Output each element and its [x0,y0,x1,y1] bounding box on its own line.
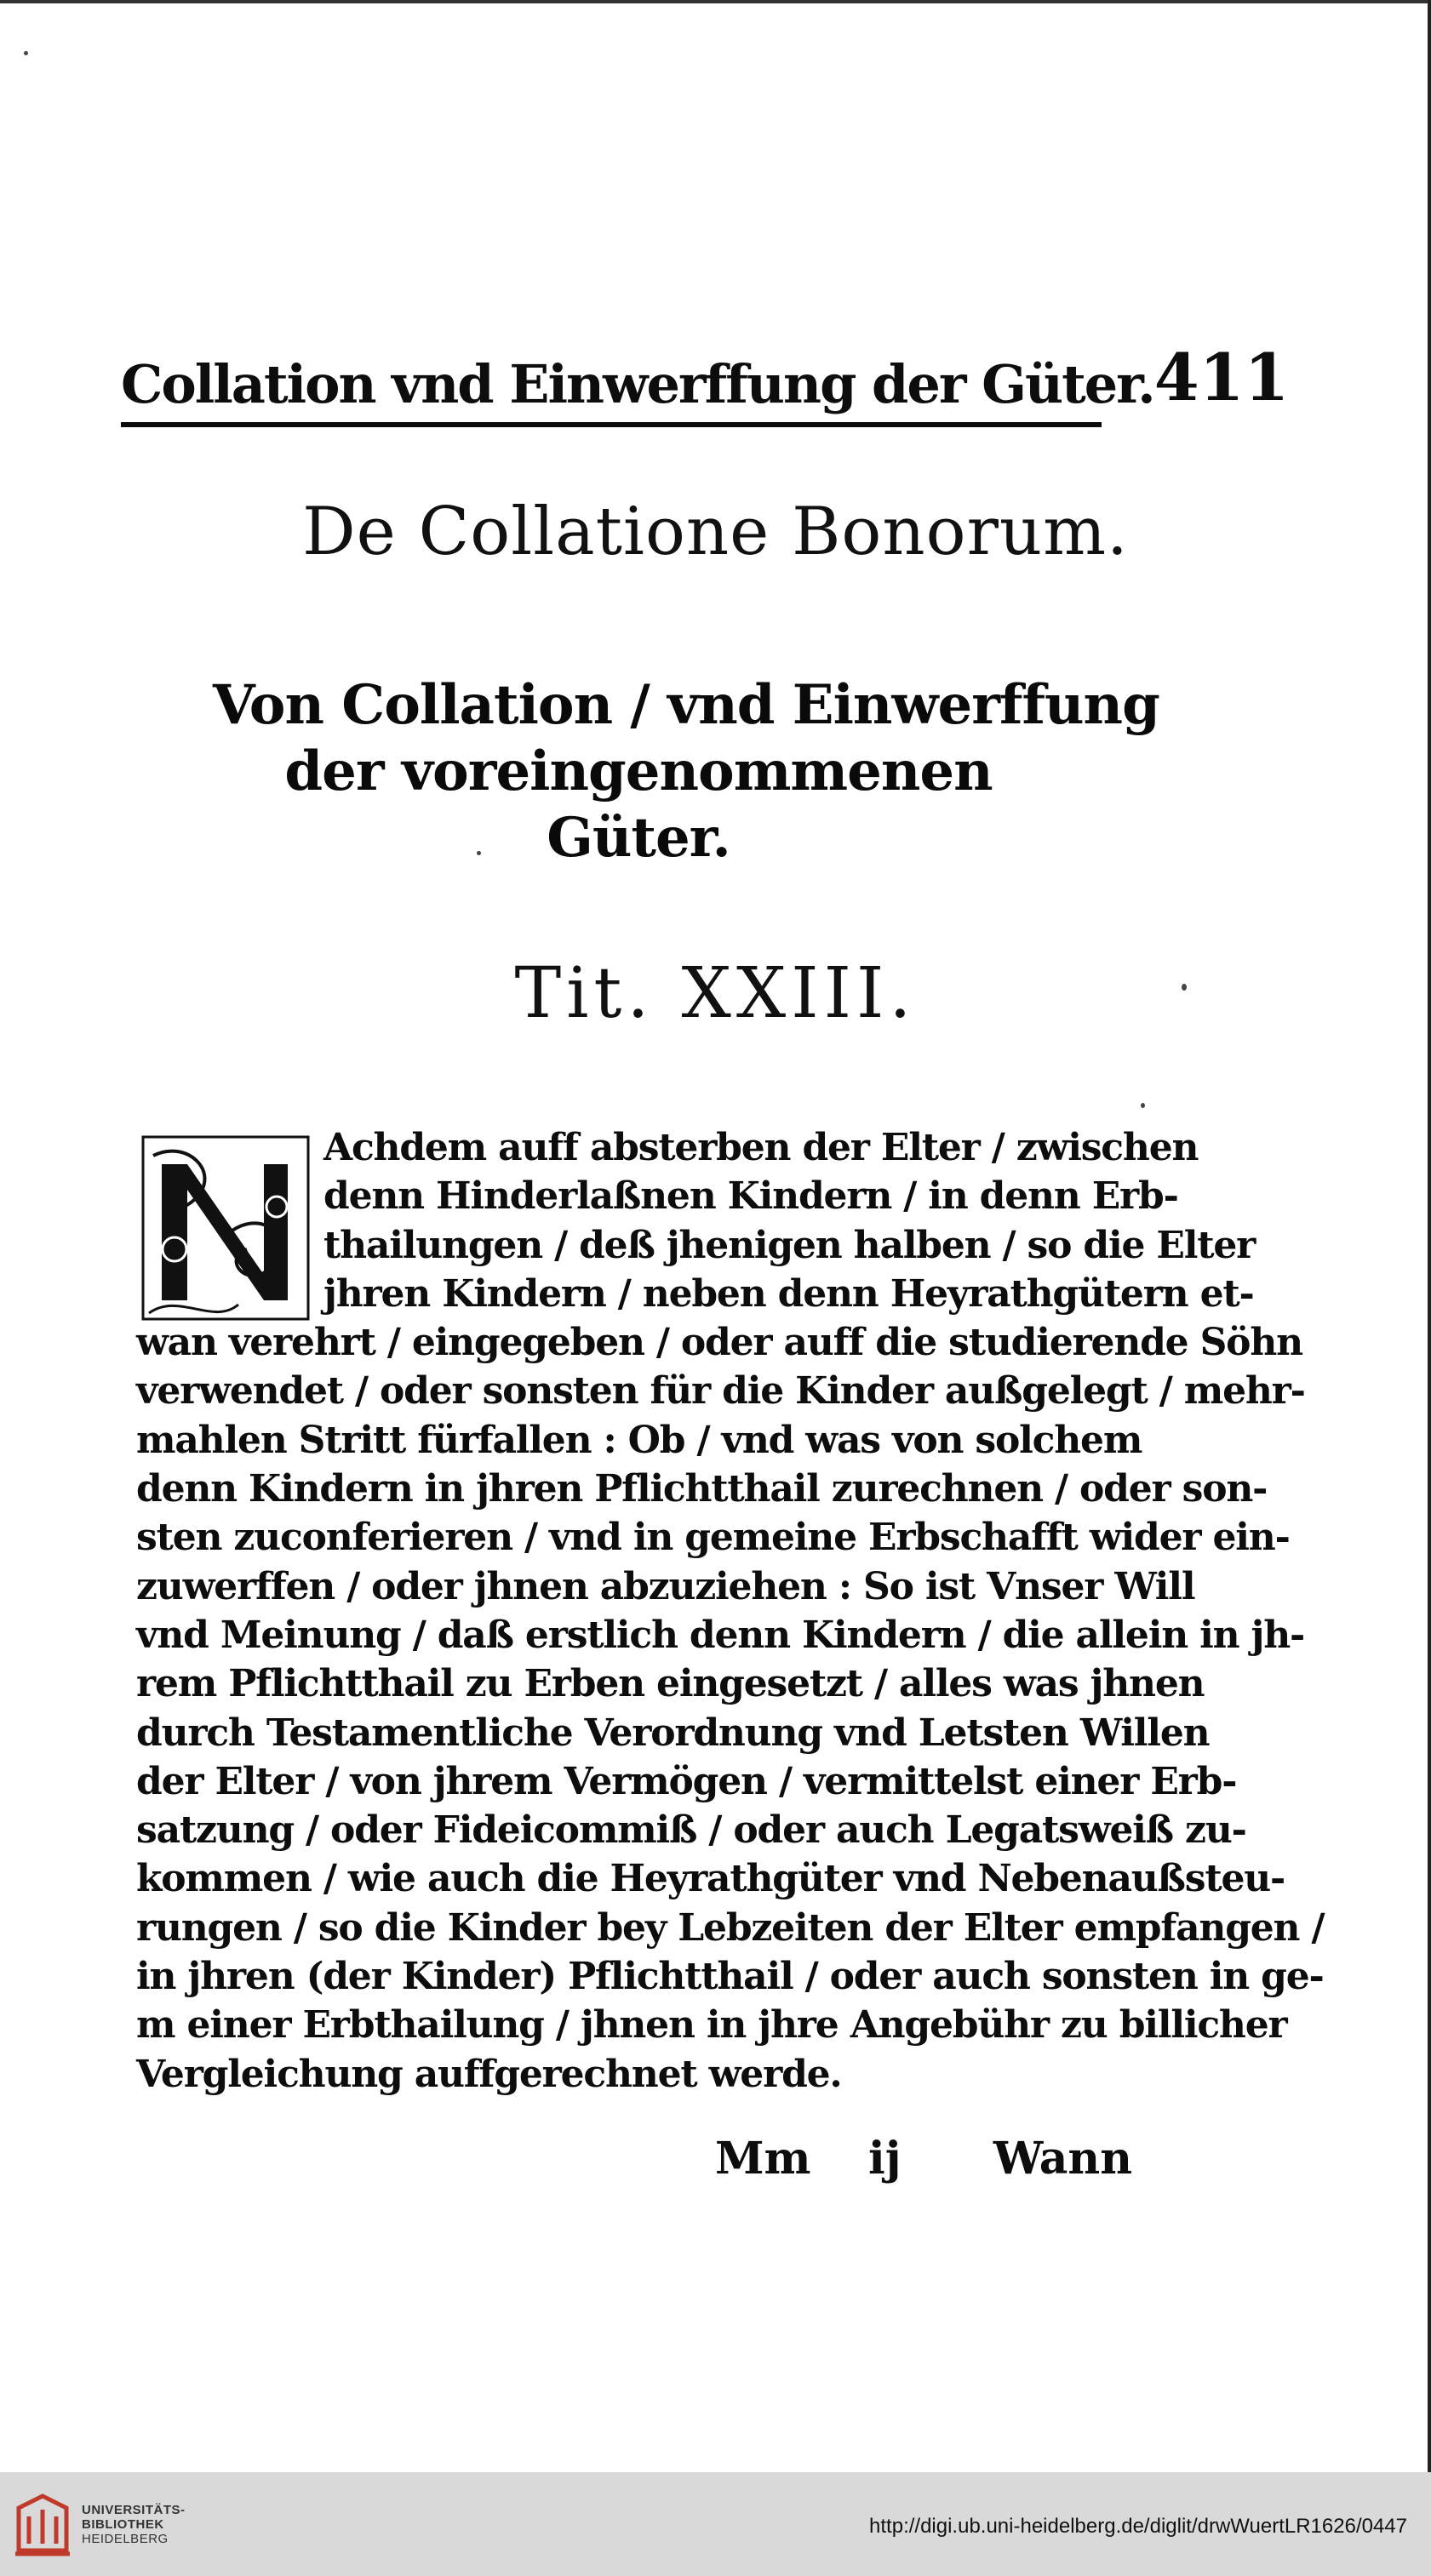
signature-number: ij [868,2133,902,2185]
text-line: Achdem auff absterben der Elter / zwischen [323,1126,1199,1169]
catchword: Wann [993,2133,1132,2185]
text-line: denn Kindern in jhren Pflichtthail zurechnen / oder son- [136,1467,1268,1511]
header-rule [121,422,1102,427]
text-line: sten zuconferieren / vnd in gemeine Erbschafft wider ein- [136,1516,1290,1560]
catchwords [715,2133,1132,2192]
text-line: verwendet / oder sonsten für die Kinder außgelegt / mehr- [136,1369,1305,1414]
german-title-line: Von Collation / vnd Einwerffung [213,673,1159,737]
text-line: Vergleichung auffgerechnet werde. [136,2052,842,2096]
text-line: denn Hinderlaßnen Kindern / in denn Erb- [323,1174,1178,1219]
text-line: satzung / oder Fideicommiß / oder auch Legatsweiß zu- [136,1808,1246,1853]
text-line: jhren Kindern / neben denn Heyrathgütern et- [323,1271,1254,1316]
text-line: kommen / wie auch die Heyrathgüter vnd Nebenaußsteu- [136,1857,1285,1901]
text-line: thailungen / deß jhenigen halben / so die Elter [323,1223,1256,1267]
text-line: rungen / so die Kinder bey Lebzeiten der Elter empfangen / [136,1905,1325,1950]
german-title [213,672,1159,871]
text-line: durch Testamentliche Verordnung vnd Letsten Willen [136,1711,1210,1755]
text-line: in jhren (der Kinder) Pflichtthail / oder auch sonsten in ge- [136,1955,1324,1999]
text-line: zuwerffen / oder jhnen abzuziehen : So ist Vnser Will [136,1564,1195,1608]
scan-edge-top [0,0,1431,3]
permalink-url[interactable]: http://digi.ub.uni-heidelberg.de/diglit/drwWuertLR1626/0447 [869,2515,1407,2538]
section-heading: Tit. XXIII. [514,953,917,1034]
german-title-line: der voreingenommenen [284,740,993,803]
university-library-logo-icon[interactable] [12,2491,73,2559]
text-line: der Elter / von jhrem Vermögen / vermittelst einer Erb- [136,1759,1237,1803]
running-head [121,330,1290,415]
viewer-footer [0,2472,1431,2576]
latin-title: De Collatione Bonorum. [302,494,1129,570]
scan-speck [1141,1103,1145,1108]
page-number: 411 [1153,340,1290,415]
scan-speck [24,51,28,55]
german-title-line: Güter. [547,806,730,870]
ordinance-text [136,1123,1325,2099]
library-name-line: UNIVERSITÄTS- [82,2503,186,2517]
running-title: Collation vnd Einwerffung der Güter. [121,353,1154,415]
scan-edge-right [1428,0,1431,2472]
text-line: wan verehrt / eingegeben / oder auff die studierende Söhn [136,1321,1302,1365]
text-line: mahlen Stritt fürfallen : Ob / vnd was von solchem [136,1418,1142,1462]
text-line: rem Pflichtthail zu Erben eingesetzt / alles was jhnen [136,1662,1205,1706]
library-name-line: BIBLIOTHEK [82,2517,164,2532]
text-line: m einer Erbthailung / jhnen in jhre Angebühr zu billicher [136,2003,1287,2048]
library-name-line: HEIDELBERG [82,2532,169,2546]
signature-mark: Mm [715,2133,811,2185]
text-line: vnd Meinung / daß erstlich denn Kindern / die allein in jh- [136,1613,1305,1657]
library-name [82,2503,186,2546]
